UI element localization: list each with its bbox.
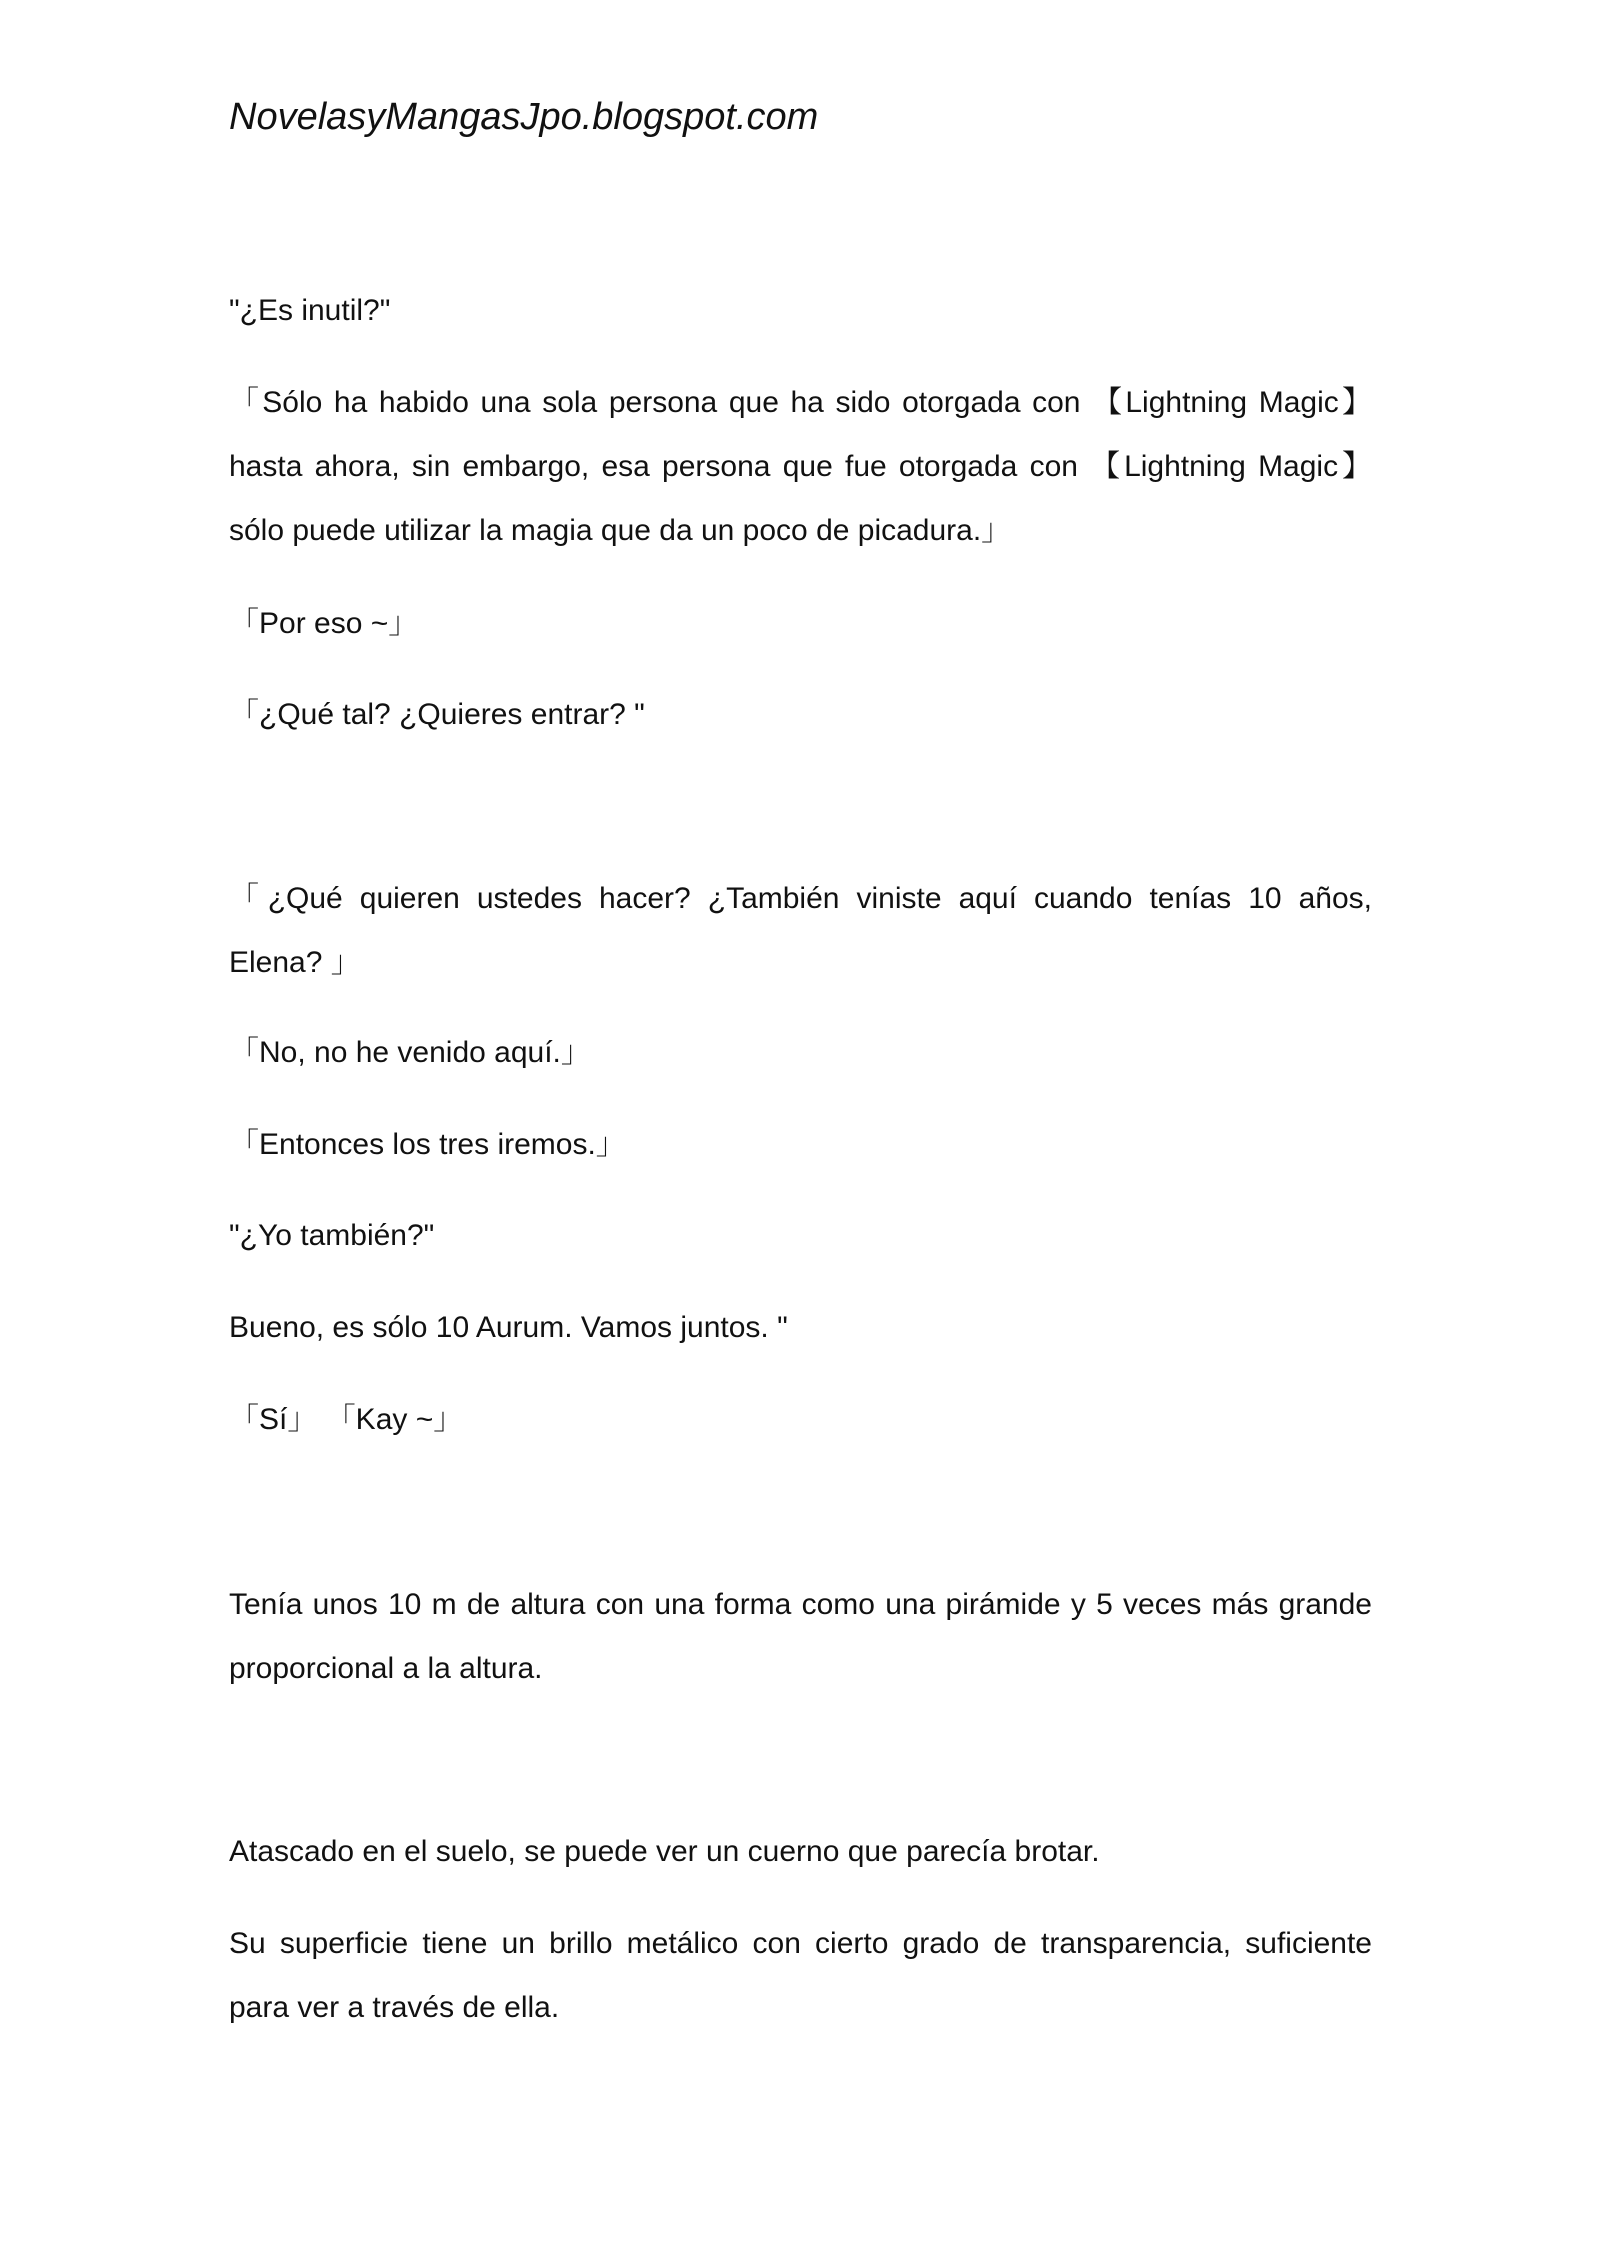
- paragraph-8: "¿Yo también?": [229, 1219, 435, 1252]
- paragraph-5: 「¿Qué quieren ustedes hacer? ¿También viniste aquí cuando tenías 10 años, Elena? 」: [229, 882, 1372, 979]
- paragraph-11: Tenía unos 10 m de altura con una forma como una pirámide y 5 veces más grande proporcional a la altura.: [229, 1588, 1372, 1685]
- paragraph-9: Bueno, es sólo 10 Aurum. Vamos juntos. ": [229, 1311, 788, 1344]
- paragraph-12: Atascado en el suelo, se puede ver un cuerno que parecía brotar.: [229, 1835, 1100, 1868]
- paragraph-3: 「Por eso ~」: [229, 607, 419, 640]
- site-header-link[interactable]: NovelasyMangasJpo.blogspot.com: [229, 96, 819, 138]
- paragraph-13: Su superficie tiene un brillo metálico con cierto grado de transparencia, suficiente para ver a través de ella.: [229, 1927, 1372, 2024]
- paragraph-10: 「Sí」 「Kay ~」: [229, 1403, 464, 1436]
- paragraph-4: 「¿Qué tal? ¿Quieres entrar? ": [229, 698, 645, 731]
- paragraph-2: 「Sólo ha habido una sola persona que ha sido otorgada con 【Lightning Magic】 hasta ahora, sin embargo, esa persona que fue otorgada con 【Lightning Magic】 sólo puede utilizar la magia que da un poco de picadura.」: [229, 386, 1372, 547]
- paragraph-1: "¿Es inutil?": [229, 294, 391, 327]
- paragraph-6: 「No, no he venido aquí.」: [229, 1036, 591, 1069]
- paragraph-7: 「Entonces los tres iremos.」: [229, 1128, 626, 1161]
